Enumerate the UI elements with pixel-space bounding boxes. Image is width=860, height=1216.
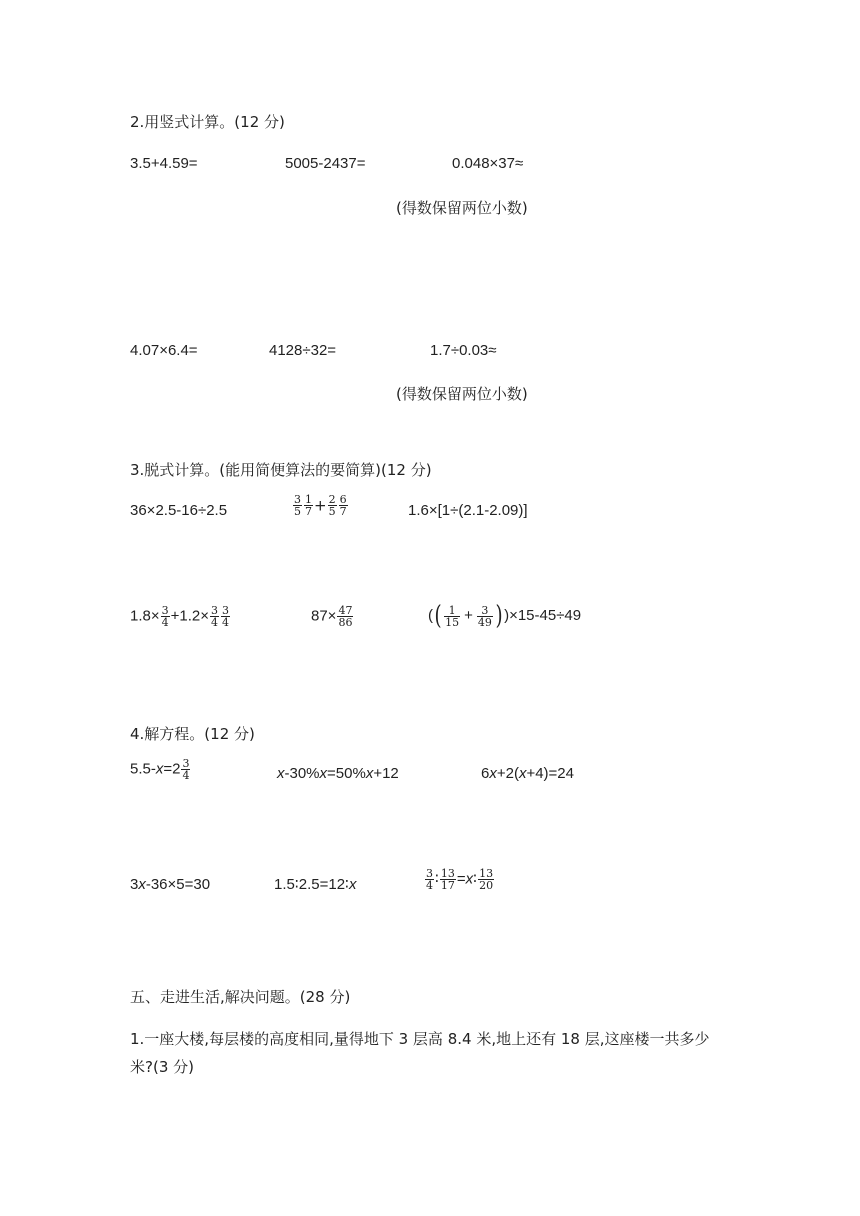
problem-1-line-2: 米?(3 分)	[130, 1058, 194, 1076]
step-calc-5: 87× $\frac{47}{86}$	[311, 604, 353, 629]
right-paren: )	[495, 601, 503, 631]
vertical-calc-1: 3.5+4.59=	[130, 155, 198, 172]
equation-2: x-30%x=50%x+12	[277, 765, 399, 782]
vertical-calc-2: 5005-2437=	[285, 155, 366, 172]
equation-3: 6x+2(x+4)=24	[481, 765, 574, 782]
vertical-calc-4: 4.07×6.4=	[130, 342, 198, 359]
section2-title: 2.用竖式计算。(12 分)	[130, 113, 285, 131]
fraction: $\frac{47}{86}$	[338, 604, 353, 629]
fraction: $\frac{3}{4}$	[161, 604, 169, 629]
fraction: $\frac{13}{20}$	[479, 867, 494, 892]
fraction: $\frac{3}{4}$	[222, 604, 229, 629]
step-calc-4: 1.8× $\frac{3}{4}$ +1.2× $\frac{3}{4}$ $\frac{3}{4}$	[130, 604, 229, 629]
fraction: $\frac{3}{4}$	[182, 757, 190, 782]
fraction: $\frac{6}{7}$	[339, 493, 347, 518]
step-calc-2	[292, 494, 349, 517]
equation-4: 3x-36×5=30	[130, 876, 211, 893]
fraction: $\frac{3}{5}$	[294, 493, 301, 518]
equation-1: 5.5-x=2 $\frac{3}{4}$	[130, 757, 190, 782]
step-calc-6: (( $\frac{1}{15}$ + $\frac{3}{49}$ ) )×15-45÷49	[428, 601, 582, 631]
rounding-note-2: (得数保留两位小数)	[396, 385, 528, 403]
left-paren: (	[434, 601, 442, 631]
fraction: $\frac{3}{4}$	[211, 604, 218, 629]
problem-1-line-1: 1.一座大楼,每层楼的高度相同,量得地下 3 层高 8.4 米,地上还有 18 层,这座楼一共多少	[130, 1030, 710, 1048]
equation-6: $\frac{3}{4}$ ∶ $\frac{13}{17}$ =x∶ $\frac{13}{20}$	[426, 867, 494, 892]
operator: +	[314, 496, 327, 515]
fraction: $\frac{3}{4}$	[426, 867, 433, 892]
step-calc-1: 36×2.5-16÷2.5	[130, 502, 228, 519]
fraction: $\frac{13}{17}$	[440, 867, 455, 892]
fraction: $\frac{1}{7}$	[305, 493, 312, 518]
section4-title: 4.解方程。(12 分)	[130, 725, 255, 743]
fraction: $\frac{1}{15}$	[445, 603, 460, 629]
section3-title: 3.脱式计算。(能用简便算法的要简算)(12 分)	[130, 461, 432, 479]
section5-title: 五、走进生活,解决问题。(28 分)	[130, 988, 351, 1006]
fraction: $\frac{3}{49}$	[477, 603, 492, 629]
rounding-note-1: (得数保留两位小数)	[396, 199, 528, 217]
fraction: $\frac{2}{5}$	[328, 493, 336, 518]
step-calc-3: 1.6×[1÷(2.1-2.09)]	[408, 502, 528, 519]
vertical-calc-5: 4128÷32=	[269, 342, 337, 359]
vertical-calc-6: 1.7÷0.03≈	[430, 342, 497, 359]
vertical-calc-3: 0.048×37≈	[452, 155, 524, 172]
equation-5: 1.5∶2.5=12∶x	[274, 876, 357, 893]
